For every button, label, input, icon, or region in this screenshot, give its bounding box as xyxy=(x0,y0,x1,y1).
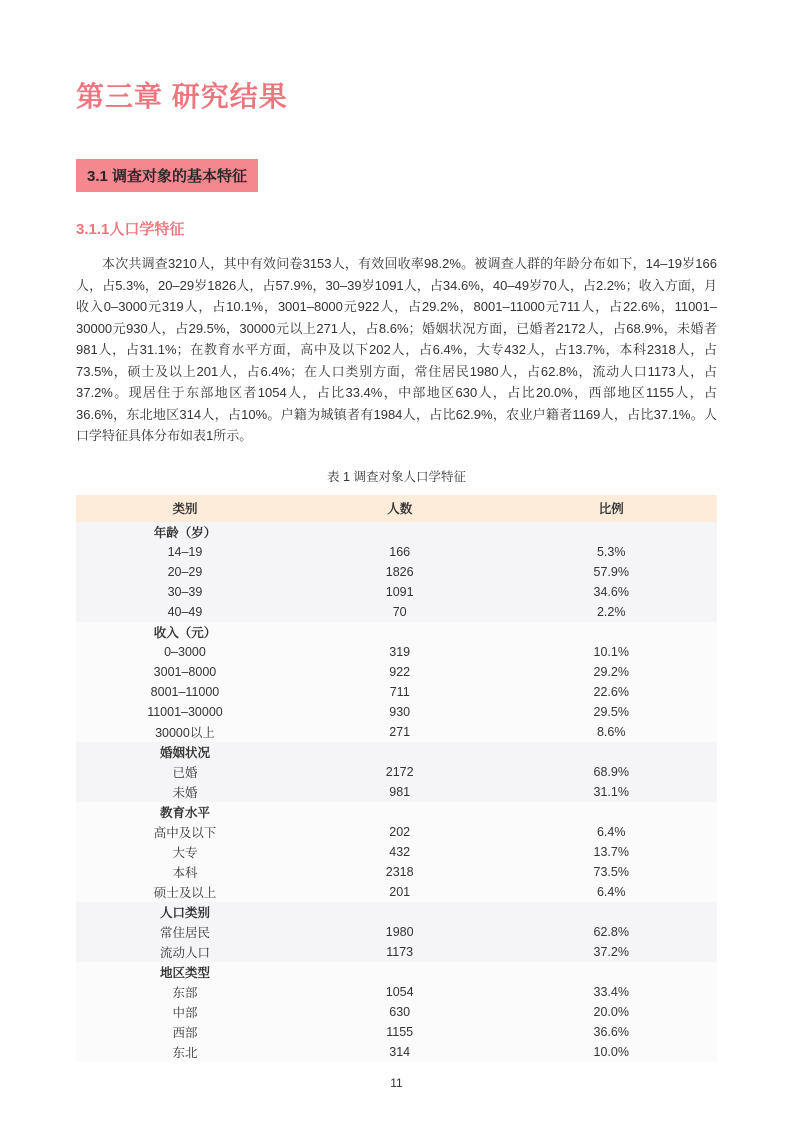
empty-cell xyxy=(505,962,717,982)
group-label: 人口类别 xyxy=(76,902,294,922)
table-cell: 70 xyxy=(294,602,506,622)
table-row xyxy=(76,562,717,582)
empty-cell xyxy=(505,622,717,642)
table-cell: 68.9% xyxy=(505,762,717,782)
section-heading: 3.1 调查对象的基本特征 xyxy=(76,159,258,192)
table-cell: 硕士及以上 xyxy=(76,882,294,902)
empty-cell xyxy=(294,522,506,542)
table-cell: 20–29 xyxy=(76,562,294,582)
table-cell: 29.5% xyxy=(505,702,717,722)
table-cell: 33.4% xyxy=(505,982,717,1002)
table-cell: 13.7% xyxy=(505,842,717,862)
table-cell: 981 xyxy=(294,782,506,802)
chapter-title: 第三章 研究结果 xyxy=(76,81,288,112)
empty-cell xyxy=(505,742,717,762)
table-row xyxy=(76,1042,717,1062)
table-cell: 中部 xyxy=(76,1002,294,1022)
table-cell: 922 xyxy=(294,662,506,682)
table-cell: 1091 xyxy=(294,582,506,602)
table-group-row xyxy=(76,622,717,642)
table-cell: 3001–8000 xyxy=(76,662,294,682)
table-row xyxy=(76,642,717,662)
empty-cell xyxy=(505,902,717,922)
table-cell: 10.0% xyxy=(505,1042,717,1062)
table-cell: 11001–30000 xyxy=(76,702,294,722)
table-cell: 常住居民 xyxy=(76,922,294,942)
table-cell: 6.4% xyxy=(505,822,717,842)
table-cell: 37.2% xyxy=(505,942,717,962)
empty-cell xyxy=(294,742,506,762)
table-cell: 31.1% xyxy=(505,782,717,802)
table-cell: 流动人口 xyxy=(76,942,294,962)
table-cell: 20.0% xyxy=(505,1002,717,1022)
table-cell: 东部 xyxy=(76,982,294,1002)
group-label: 收入（元） xyxy=(76,622,294,642)
group-label: 地区类型 xyxy=(76,962,294,982)
table-cell: 30000以上 xyxy=(76,722,294,742)
table-row xyxy=(76,762,717,782)
table-cell: 36.6% xyxy=(505,1022,717,1042)
table-cell: 10.1% xyxy=(505,642,717,662)
table-cell: 2318 xyxy=(294,862,506,882)
table-body xyxy=(76,522,717,1062)
demographics-table xyxy=(76,495,717,1062)
empty-cell xyxy=(294,802,506,822)
table-row xyxy=(76,1002,717,1022)
table-group-row xyxy=(76,522,717,542)
table-row xyxy=(76,542,717,562)
table-cell: 本科 xyxy=(76,862,294,882)
table-row xyxy=(76,602,717,622)
table-row xyxy=(76,662,717,682)
group-label: 年龄（岁） xyxy=(76,522,294,542)
page-number: 11 xyxy=(390,1076,403,1090)
table-cell: 201 xyxy=(294,882,506,902)
table-row xyxy=(76,582,717,602)
table-row xyxy=(76,982,717,1002)
table-cell: 高中及以下 xyxy=(76,822,294,842)
table-cell: 930 xyxy=(294,702,506,722)
table-cell: 1173 xyxy=(294,942,506,962)
table-row xyxy=(76,722,717,742)
table-cell: 8001–11000 xyxy=(76,682,294,702)
table-row xyxy=(76,922,717,942)
table-group-row xyxy=(76,742,717,762)
table-cell: 5.3% xyxy=(505,542,717,562)
table-cell: 2.2% xyxy=(505,602,717,622)
table-group-row xyxy=(76,902,717,922)
empty-cell xyxy=(294,962,506,982)
empty-cell xyxy=(294,902,506,922)
table-cell: 已婚 xyxy=(76,762,294,782)
table-group-row xyxy=(76,962,717,982)
table-cell: 1826 xyxy=(294,562,506,582)
group-label: 教育水平 xyxy=(76,802,294,822)
table-row xyxy=(76,1022,717,1042)
body-paragraph: 本次共调查3210人，其中有效问卷3153人，有效回收率98.2%。被调查人群的年龄分布如下，14–19岁166人，占5.3%，20–29岁1826人，占57.9%，30–39岁1091人，占34.6%，40–49岁70人，占2.2%；收入方面，月收入0–3000元319人，占10.1%，3001–8000元922人，占29.2%，8001–11000元711人，占22.6%，11001–30000元930人，占29.5%，30000元以上271人，占8.6%；婚姻状况方面，已婚者2172人，占68.9%，未婚者981人，占31.1%；在教育水平方面，高中及以下202人，占6.4%，大专432人，占13.7%，本科2318人，占73.5%，硕士及以上201人，占6.4%；在人口类别方面，常住居民1980人，占62.8%，流动人口1173人，占37.2%。现居住于东部地区者1054人，占比33.4%，中部地区630人，占比20.0%，西部地区1155人，占36.6%，东北地区314人，占10%。户籍为城镇者有1984人，占比62.9%，农业户籍者1169人，占比37.1%。人口学特征具体分布如表1所示。 xyxy=(76,256,717,443)
table-cell: 14–19 xyxy=(76,542,294,562)
table-caption: 表 1 调查对象人口学特征 xyxy=(327,469,466,484)
table-group-row xyxy=(76,802,717,822)
table-cell: 1155 xyxy=(294,1022,506,1042)
table-row xyxy=(76,862,717,882)
table-cell: 东北 xyxy=(76,1042,294,1062)
subsection-heading: 3.1.1人口学特征 xyxy=(76,221,185,238)
table-cell: 大专 xyxy=(76,842,294,862)
table-cell: 2172 xyxy=(294,762,506,782)
table-cell: 432 xyxy=(294,842,506,862)
table-cell: 西部 xyxy=(76,1022,294,1042)
table-row xyxy=(76,682,717,702)
table-row xyxy=(76,842,717,862)
table-cell: 22.6% xyxy=(505,682,717,702)
table-cell: 未婚 xyxy=(76,782,294,802)
table-cell: 630 xyxy=(294,1002,506,1022)
empty-cell xyxy=(505,522,717,542)
table-row xyxy=(76,942,717,962)
table-row xyxy=(76,702,717,722)
table-cell: 34.6% xyxy=(505,582,717,602)
column-header-category: 类别 xyxy=(76,495,294,522)
table-cell: 202 xyxy=(294,822,506,842)
group-label: 婚姻状况 xyxy=(76,742,294,762)
table-cell: 6.4% xyxy=(505,882,717,902)
table-cell: 319 xyxy=(294,642,506,662)
table-cell: 29.2% xyxy=(505,662,717,682)
table-cell: 1054 xyxy=(294,982,506,1002)
table-cell: 62.8% xyxy=(505,922,717,942)
table-cell: 30–39 xyxy=(76,582,294,602)
table-cell: 57.9% xyxy=(505,562,717,582)
table-cell: 73.5% xyxy=(505,862,717,882)
table-row xyxy=(76,782,717,802)
empty-cell xyxy=(505,802,717,822)
column-header-count: 人数 xyxy=(294,495,506,522)
table-cell: 40–49 xyxy=(76,602,294,622)
table-row xyxy=(76,822,717,842)
column-header-proportion: 比例 xyxy=(505,495,717,522)
table-header-row xyxy=(76,495,717,522)
table-cell: 0–3000 xyxy=(76,642,294,662)
empty-cell xyxy=(294,622,506,642)
table-cell: 711 xyxy=(294,682,506,702)
table-cell: 314 xyxy=(294,1042,506,1062)
table-cell: 8.6% xyxy=(505,722,717,742)
table-cell: 1980 xyxy=(294,922,506,942)
table-row xyxy=(76,882,717,902)
table-cell: 271 xyxy=(294,722,506,742)
table-cell: 166 xyxy=(294,542,506,562)
